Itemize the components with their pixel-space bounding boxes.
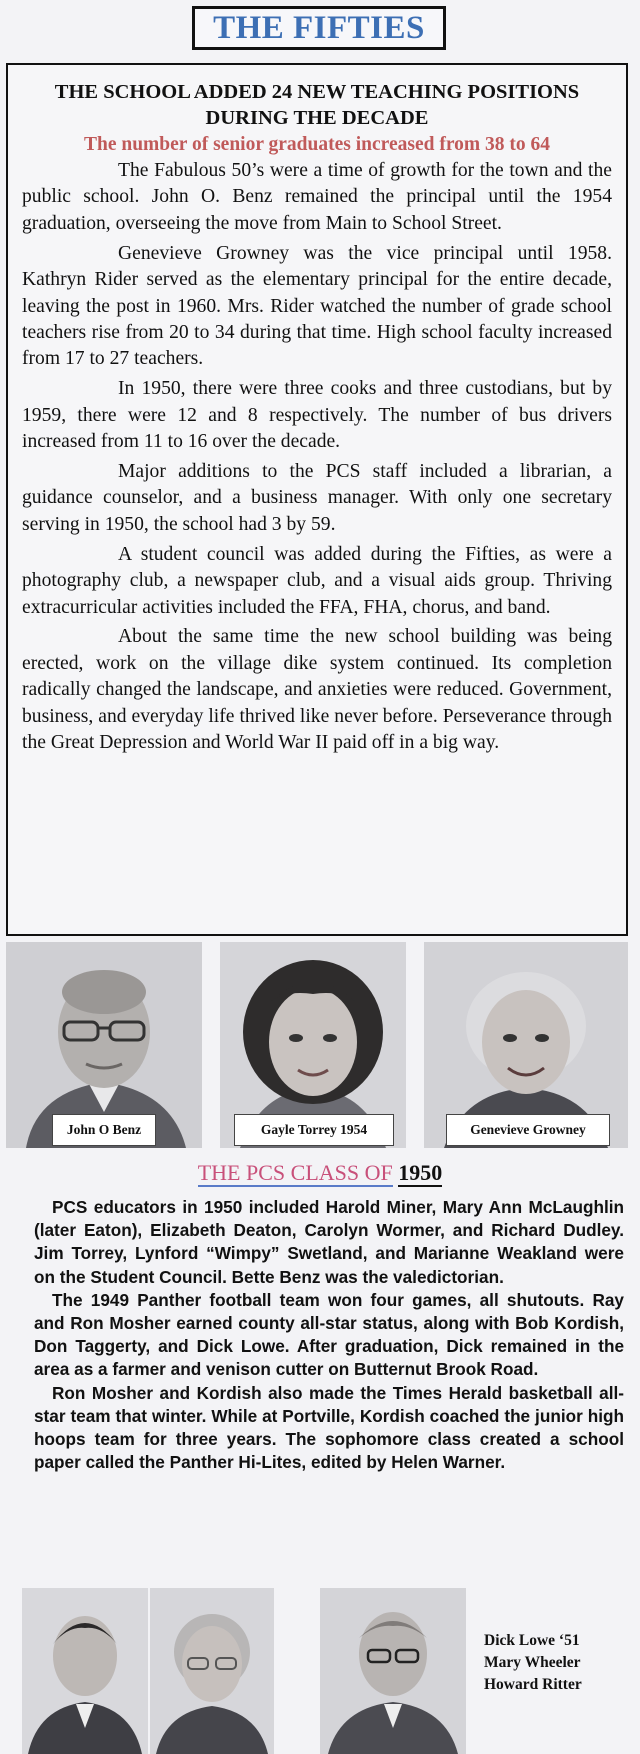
class-title-year: 1950 [398,1160,443,1185]
article-subhead: The number of senior graduates increased from 38 to 64 [83,134,550,155]
portrait-photo-lowe [22,1588,148,1754]
portrait-lowe-image [22,1588,148,1754]
portrait-row [6,942,628,1148]
article-paragraph: Genevieve Growney was the vice principal until 1958. Kathryn Rider served as the elementary principal for the entire decade, leaving the post in 1960. Mrs. Rider watched the number of grade school teachers rise from 20 to 34 during that time. High school faculty increased from 17 to 27 teachers. [22,242,612,370]
bottom-photo-names [484,1630,582,1696]
portrait-photo-ritter [320,1588,466,1754]
article-paragraph: The Fabulous 50’s were a time of growth for the town and the public school. John O. Benz remained the principal until the 1954 graduation, overseeing the move from Main to School Street. [22,160,612,234]
page-title: THE FIFTIES [213,9,425,46]
article-paragraph: Major additions to the PCS staff included a librarian, a guidance counselor, and a business manager. With only one secretary serving in 1950, the school had 3 by 59. [22,460,612,535]
article-box [6,63,628,936]
page-title-box [192,6,446,50]
portrait-wheeler-image [150,1588,274,1754]
portrait-caption: John O Benz [52,1114,156,1146]
article-paragraph: In 1950, there were three cooks and three custodians, but by 1959, there were 12 and 8 respectively. The number of bus drivers increased from 11 to 16 over the decade. [22,378,612,453]
portrait-caption: Genevieve Growney [446,1114,610,1146]
portrait-photo-growney [424,942,628,1148]
article-paragraph: About the same time the new school building was being erected, work on the village dike system continued. Its completion radically changed the landscape, and anxieties were reduced. Government, business, and everyday life thrived like never before. Perseverance through the Great Depression and World War II paid off in a big way. [22,626,612,754]
name-label: Howard Ritter [484,1676,582,1693]
portrait-photo-wheeler [150,1588,274,1754]
name-label: Dick Lowe ‘51 [484,1632,580,1649]
article-paragraph: A student council was added during the Fifties, as were a photography club, a newspaper club, and a visual aids group. Thriving extracurricular activities included the FFA, FHA, chorus, and band. [22,543,612,618]
name-label: Mary Wheeler [484,1654,581,1671]
class-section-title [0,1160,640,1186]
class-title-text: THE PCS CLASS OF [197,1160,393,1185]
class-paragraph: The 1949 Panther football team won four games, all shutouts. Ray and Ron Mosher earned county all-star status, along with Bob Kordish, Don Taggerty, and Dick Lowe. After graduation, Dick remained in the area as a farmer and venison cutter on Butternut Brook Road. [34,1289,624,1380]
portrait-ritter-image [320,1588,466,1754]
portrait-photo-benz [6,942,202,1148]
class-section-body [34,1196,624,1474]
class-paragraph: PCS educators in 1950 included Harold Miner, Mary Ann McLaughlin (later Eaton), Elizabeth Deaton, Carolyn Wormer, and Richard Dudley. Jim Torrey, Lynford “Wimpy” Swetland, and Marianne Weakland were on the Student Council. Bette Benz was the valedictorian. [34,1197,624,1287]
class-paragraph: Ron Mosher and Kordish also made the Times Herald basketball all-star team that winter. While at Portville, Kordish coached the junior high hoops team for three years. The sophomore class created a school paper called the Panther Hi-Lites, edited by Helen Warner. [34,1382,624,1473]
article-body [22,158,612,756]
article-headline: THE SCHOOL ADDED 24 NEW TEACHING POSITIONS DURING THE DECADE [54,81,580,129]
portrait-photo-torrey [220,942,406,1148]
portrait-caption: Gayle Torrey 1954 [234,1114,394,1146]
